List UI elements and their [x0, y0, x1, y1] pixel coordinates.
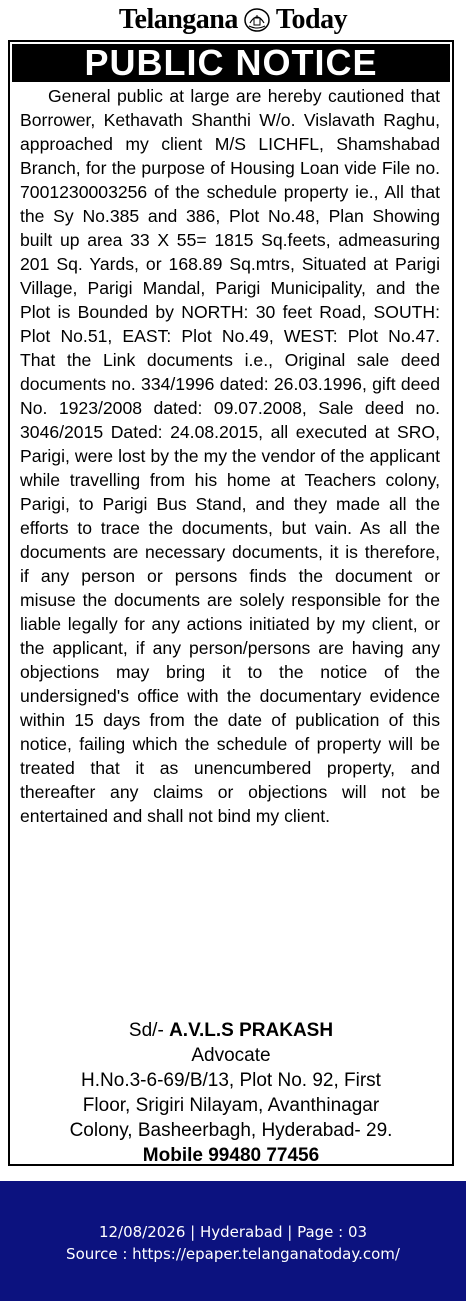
address-line-2: Floor, Srigiri Nilayam, Avanthinagar — [82, 1095, 380, 1116]
signature-line — [10, 1018, 452, 1043]
signatory-designation: Advocate — [191, 1045, 271, 1066]
notice-title: PUBLIC NOTICE — [12, 44, 450, 82]
public-notice — [8, 40, 454, 1166]
address-line-3: Colony, Basheerbagh, Hyderabad- 29. — [69, 1120, 393, 1141]
signatory-name: A.V.L.S PRAKASH — [169, 1020, 334, 1041]
signature-prefix: Sd/- — [128, 1020, 164, 1041]
masthead-name-right: Today — [275, 4, 348, 35]
state-emblem-icon — [244, 7, 270, 33]
address-line-1: H.No.3-6-69/B/13, Plot No. 92, First — [81, 1070, 381, 1091]
masthead — [0, 0, 466, 40]
footer-source: Source : https://epaper.telanganatoday.com/ — [66, 1245, 400, 1263]
notice-body: General public at large are hereby cautioned that Borrower, Kethavath Shanthi W/o. Vislavath Raghu, approached my client M/S LICHFL, Shamshabad Branch, for the purpose of Housing Loan vide File no. 7001230003256 of the schedule property ie., All that the Sy No.385 and 386, Plot No.48, Plan Showing built up area 33 X 55= 1815 Sq.feets, admeasuring 201 Sq. Yards, or 168.89 Sq.mtrs, Situated at Parigi Village, Parigi Mandal, Parigi Municipality, and the Plot is Bounded by NORTH: 30 feet Road, SOUTH: Plot No.51, EAST: Plot No.49, WEST: Plot No.47. That the Link documents i.e., Original sale deed documents no. 334/1996 dated: 26.03.1996, gift deed No. 1923/2008 dated: 09.07.2008, Sale deed no. 3046/2015 Dated: 24.08.2015, all executed at SRO, Parigi, were lost by the my the vendor of the applicant while travelling from his home at Teachers colony, Parigi, to Parigi Bus Stand, and they made all the efforts to trace the documents, but vain. As all the documents are necessary documents, it is therefore, if any person or persons finds the document or misuse the documents are solely responsible for the liable legally for any actions initiated by my client, or the applicant, if any person/persons are having any objections may bring it to the notice of the undersigned's office with the documentary evidence within 15 days from the date of publication of this notice, failing which the schedule of property will be treated that it as unencumbered property, and thereafter any claims or objections will not be entertained and shall not bind my client. — [20, 86, 440, 826]
notice-signature — [10, 1018, 452, 1168]
mobile-number: Mobile 99480 77456 — [142, 1145, 320, 1166]
epaper-footer — [0, 1181, 466, 1301]
footer-date-page: 12/08/2026 | Hyderabad | Page : 03 — [98, 1223, 368, 1241]
masthead-name-left: Telangana — [118, 4, 238, 35]
